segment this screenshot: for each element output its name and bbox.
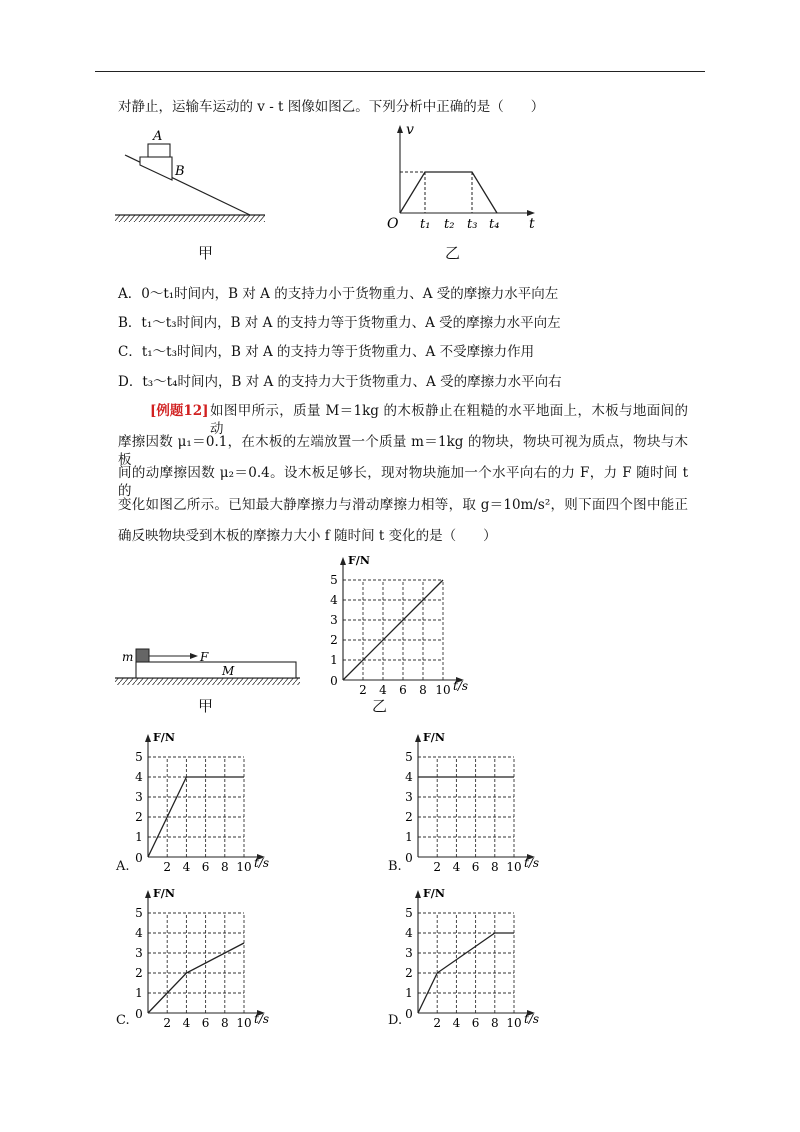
origin-label: 0 [405, 851, 413, 865]
y-tick-label: 5 [405, 750, 413, 764]
x-tick-label: 10 [506, 860, 522, 874]
x-axis-label: t/s [453, 679, 469, 693]
vt-graph [380, 122, 550, 237]
example-line-1: 如图甲所示，质量 M＝1kg 的木板静止在粗糙的水平地面上，木板与地面间的动 [210, 403, 688, 437]
label-M: M [222, 664, 235, 678]
x-axis-label: t/s [524, 1012, 540, 1026]
y-tick-label: 4 [135, 926, 143, 940]
force-arrow-head [190, 653, 198, 659]
caption-yi-2: 乙 [372, 697, 388, 715]
x-tick-label: 6 [471, 1016, 480, 1030]
ground-hatch [115, 215, 265, 222]
y-tick-label: 5 [135, 750, 143, 764]
label-B: B [175, 164, 185, 179]
y-axis-arrow [340, 557, 346, 565]
y-tick-label: 3 [330, 613, 338, 627]
caption-yi-1: 乙 [445, 244, 461, 262]
y-tick-label: 2 [135, 810, 143, 824]
caption-jia-2: 甲 [198, 697, 214, 715]
y-axis-label: F/N [153, 731, 175, 744]
option-d-label: D. [388, 1013, 403, 1028]
y-tick-label: 3 [405, 790, 413, 804]
vt-label-t3: t₃ [467, 217, 478, 232]
block-m [136, 649, 149, 662]
option-a-graph [120, 730, 285, 875]
y-tick-label: 4 [405, 770, 413, 784]
example-line-2: 摩擦因数 μ₁＝0.1，在木板的左端放置一个质量 m＝1kg 的物块，物块可视为质点，物块与木板 [118, 434, 688, 468]
option-b-graph [390, 730, 555, 875]
example-line-3: 间的动摩擦因数 μ₂＝0.4。设木板足够长，现对物块施加一个水平向右的力 F，力 F 随时间 t 的 [118, 465, 688, 499]
y-tick-label: 1 [135, 986, 143, 1000]
x-tick-label: 2 [163, 860, 172, 874]
x-tick-label: 10 [236, 860, 252, 874]
y-axis-arrow [415, 890, 421, 898]
y-tick-label: 4 [405, 926, 413, 940]
y-tick-label: 4 [330, 593, 338, 607]
option-c-label: C. [116, 1013, 130, 1028]
y-tick-label: 3 [135, 790, 143, 804]
incline-figure [110, 125, 280, 235]
x-tick-label: 2 [433, 860, 442, 874]
example-tag [150, 402, 209, 420]
y-tick-label: 4 [135, 770, 143, 784]
y-tick-label: 5 [330, 573, 338, 587]
x-tick-label: 6 [471, 860, 480, 874]
vt-label-O: O [387, 216, 399, 232]
y-axis-arrow [145, 734, 151, 742]
y-axis-label: F/N [423, 731, 445, 744]
option-c-graph [120, 886, 285, 1031]
force-time-graph [320, 555, 480, 700]
y-tick-label: 3 [405, 946, 413, 960]
vt-label-t1: t₁ [420, 217, 431, 232]
y-tick-label: 2 [330, 633, 338, 647]
q1-option-c: C．t₁～t₃时间内，B 对 A 的支持力等于货物重力、A 不受摩擦力作用 [118, 344, 535, 360]
question-intro: 对静止，运输车运动的 v - t 图像如图乙。下列分析中正确的是（ ） [118, 99, 545, 115]
example-tag-label: [例题12] [150, 403, 209, 419]
y-tick-label: 1 [135, 830, 143, 844]
label-A: A [153, 129, 163, 144]
x-tick-label: 4 [182, 860, 191, 874]
origin-label: 0 [330, 674, 338, 688]
x-tick-label: 4 [452, 860, 461, 874]
x-tick-label: 8 [490, 860, 499, 874]
label-F: F [200, 650, 209, 664]
y-axis-label: F/N [348, 554, 370, 567]
y-tick-label: 2 [405, 966, 413, 980]
y-tick-label: 5 [405, 906, 413, 920]
vt-label-t2: t₂ [444, 217, 455, 232]
header-rule [95, 71, 705, 72]
y-axis-arrow [145, 890, 151, 898]
y-tick-label: 2 [405, 810, 413, 824]
x-tick-label: 8 [220, 860, 229, 874]
origin-label: 0 [135, 1007, 143, 1021]
origin-label: 0 [135, 851, 143, 865]
y-axis-arrow [415, 734, 421, 742]
x-tick-label: 8 [419, 683, 427, 697]
x-axis-label: t/s [254, 856, 270, 870]
example-line-5: 确反映物块受到木板的摩擦力大小 f 随时间 t 变化的是（ ） [118, 528, 497, 544]
q1-option-d: D．t₃～t₄时间内，B 对 A 的支持力大于货物重力、A 受的摩擦力水平向右 [118, 374, 562, 390]
vt-label-t: t [529, 216, 535, 232]
y-tick-label: 1 [405, 830, 413, 844]
q1-option-a: A．0～t₁时间内，B 对 A 的支持力小于货物重力、A 受的摩擦力水平向左 [118, 286, 559, 302]
board-figure [110, 640, 310, 698]
x-tick-label: 6 [399, 683, 407, 697]
x-tick-label: 10 [506, 1016, 522, 1030]
x-tick-label: 4 [182, 1016, 191, 1030]
x-tick-label: 4 [379, 683, 387, 697]
option-a-label: A. [116, 859, 130, 874]
y-tick-label: 2 [135, 966, 143, 980]
vt-curve [400, 172, 497, 213]
y-tick-label: 1 [330, 653, 338, 667]
x-tick-label: 10 [435, 683, 451, 697]
board-ground-hatch [115, 678, 300, 685]
block-B [140, 157, 172, 180]
x-tick-label: 6 [201, 1016, 210, 1030]
y-tick-label: 1 [405, 986, 413, 1000]
y-axis-label: F/N [423, 887, 445, 900]
block-A [148, 144, 170, 157]
y-axis-label: F/N [153, 887, 175, 900]
x-axis-label: t/s [254, 1012, 270, 1026]
x-tick-label: 4 [452, 1016, 461, 1030]
q1-option-b: B．t₁～t₃时间内，B 对 A 的支持力等于货物重力、A 受的摩擦力水平向左 [118, 315, 561, 331]
x-tick-label: 2 [359, 683, 367, 697]
vt-label-t4: t₄ [489, 217, 500, 232]
option-d-graph [390, 886, 555, 1031]
vt-y-arrow [397, 125, 403, 133]
x-tick-label: 6 [201, 860, 210, 874]
force-curve [343, 580, 443, 680]
y-tick-label: 3 [135, 946, 143, 960]
force-curve [148, 943, 244, 1013]
x-axis-label: t/s [524, 856, 540, 870]
x-tick-label: 8 [220, 1016, 229, 1030]
y-tick-label: 5 [135, 906, 143, 920]
x-tick-label: 2 [163, 1016, 172, 1030]
vt-label-v: v [406, 122, 414, 138]
option-b-label: B. [388, 859, 402, 874]
label-m: m [122, 650, 134, 664]
x-tick-label: 2 [433, 1016, 442, 1030]
origin-label: 0 [405, 1007, 413, 1021]
caption-jia-1: 甲 [198, 244, 214, 262]
board-M [136, 662, 296, 678]
x-tick-label: 8 [490, 1016, 499, 1030]
x-tick-label: 10 [236, 1016, 252, 1030]
example-line-4: 变化如图乙所示。已知最大静摩擦力与滑动摩擦力相等，取 g＝10m/s²，则下面四个图中能正 [118, 497, 688, 513]
